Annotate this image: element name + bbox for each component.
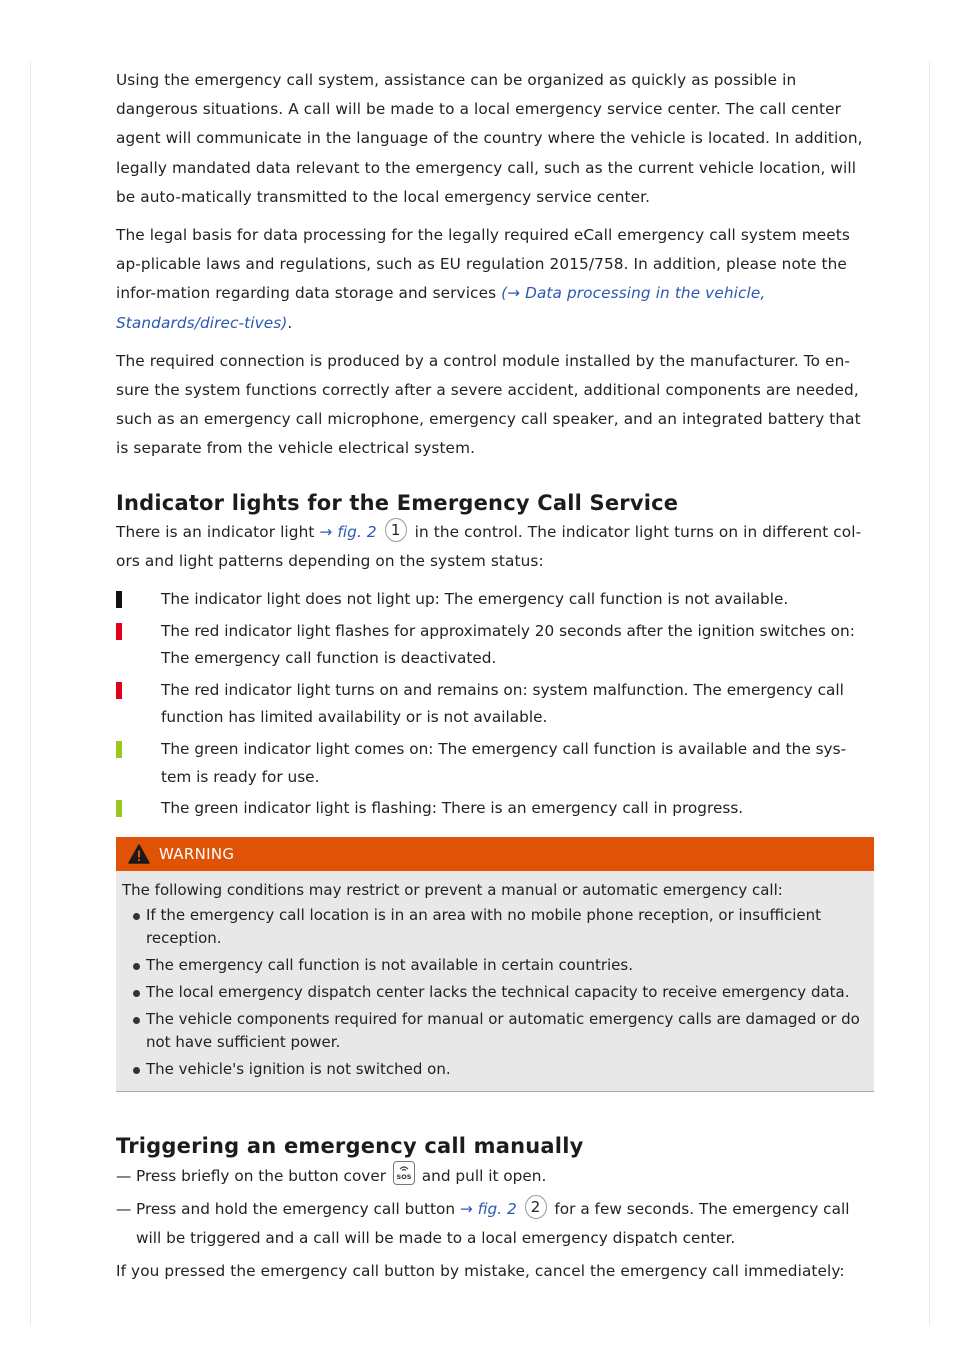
bullet-dot — [133, 990, 140, 997]
trigger-step-2-after: for a few seconds. The emergency call will be triggered and a call will be made to a local emergency dispatch center. — [136, 1199, 850, 1247]
indicator-status-text: The green indicator light comes on: The emergency call function is available and the sys-tem is ready for use. — [161, 740, 847, 786]
warning-title: WARNING — [159, 844, 235, 863]
intro-paragraph-2 — [116, 221, 874, 338]
warning-intro: The following conditions may restrict or prevent a manual or automatic emergency call: — [122, 880, 783, 899]
warning-conditions-list — [122, 904, 864, 1081]
indicator-status-item — [116, 586, 874, 614]
warning-condition-text: If the emergency call location is in an area with no mobile phone reception, or insufficient reception. — [146, 905, 822, 947]
indicator-color-bar-red — [116, 623, 122, 640]
data-processing-reference-link[interactable]: → Data processing in the vehicle, Standards/direc-tives) — [116, 284, 766, 332]
sos-label: SOS — [396, 1173, 412, 1182]
warning-condition-item — [122, 981, 864, 1004]
warning-body — [116, 871, 874, 1091]
warning-condition-text: The vehicle's ignition is not switched on. — [146, 1059, 451, 1078]
callout-number-2: 2 — [525, 1195, 547, 1219]
warning-condition-text: The emergency call function is not available in certain countries. — [146, 955, 633, 974]
trigger-step-2 — [116, 1195, 874, 1253]
trigger-step-1-before: Press briefly on the button cover — [136, 1166, 391, 1185]
page-content — [116, 66, 874, 1295]
trigger-step-1 — [116, 1162, 874, 1191]
warning-condition-text: The local emergency dispatch center lacks the technical capacity to receive emergency data. — [146, 982, 850, 1001]
page-margin-rule-right — [929, 62, 930, 1326]
indicator-intro-before: There is an indicator light — [116, 522, 320, 541]
trigger-emergency-call-heading: Triggering an emergency call manually — [116, 1133, 584, 1158]
indicator-color-bar-green — [116, 741, 122, 758]
indicator-intro-after: in the control. The indicator light turns on in different col-ors and light patterns depending on the system status: — [116, 522, 862, 570]
bullet-dot — [133, 913, 140, 920]
warning-condition-item — [122, 1008, 864, 1054]
warning-condition-text: The vehicle components required for manual or automatic emergency calls are damaged or do not have sufficient power. — [146, 1009, 860, 1051]
warning-condition-item — [122, 904, 864, 950]
indicator-status-text: The red indicator light flashes for approximately 20 seconds after the ignition switches on: The emergency call function is deactivated. — [161, 621, 855, 668]
step-dash: — — [116, 1199, 132, 1218]
step-dash: — — [116, 1166, 132, 1185]
intro-paragraph-1: Using the emergency call system, assistance can be organized as quickly as possible in dangerous situations. A call will be made to a local emergency service center. The call center agent will communicate in the language of the country where the vehicle is located. In addition, legally mandated data relevant to the emergency call, such as the current vehicle location, will be auto-matically transmitted to the local emergency service center. — [116, 71, 863, 206]
warning-triangle-icon — [128, 844, 150, 864]
indicator-lights-heading: Indicator lights for the Emergency Call Service — [116, 490, 679, 515]
callout-number-1: 1 — [385, 518, 407, 542]
page-margin-rule-left — [30, 62, 31, 1326]
indicator-status-text: The indicator light does not light up: The emergency call function is not available. — [161, 590, 789, 609]
indicator-status-item — [116, 736, 874, 791]
trigger-step-2-before: Press and hold the emergency call button — [136, 1199, 460, 1218]
indicator-color-bar-green — [116, 800, 122, 817]
intro-paragraph-2-text: The legal basis for data processing for the legally required eCall emergency call system meets ap-plicable laws and regulations, such as EU regulation 2015/758. In addition, please note the infor-mation regarding data storage and services — [116, 226, 850, 303]
intro-paragraph-2-end: . — [287, 313, 293, 332]
indicator-status-list — [116, 586, 874, 823]
cancel-call-instruction: If you pressed the emergency call button by mistake, cancel the emergency call immediately: — [116, 1261, 845, 1280]
warning-header — [116, 837, 874, 871]
intro-paragraph-3: The required connection is produced by a control module installed by the manufacturer. To en-sure the system functions correctly after a severe accident, additional components are needed, such as an emergency call microphone, emergency call speaker, and an integrated battery that is separate from the vehicle electrical system. — [116, 351, 861, 458]
indicator-color-bar-black — [116, 591, 122, 608]
indicator-color-bar-red — [116, 682, 122, 699]
bullet-dot — [133, 963, 140, 970]
warning-box — [116, 837, 874, 1092]
indicator-status-text: The red indicator light turns on and remains on: system malfunction. The emergency call function has limited availability or is not available. — [161, 680, 844, 727]
indicator-status-text: The green indicator light is flashing: There is an emergency call in progress. — [161, 799, 744, 818]
sos-glyph-icon — [394, 1162, 414, 1184]
fig-2-reference-link[interactable]: → fig. 2 — [319, 522, 377, 541]
indicator-intro — [116, 518, 874, 576]
indicator-status-item — [116, 618, 874, 673]
bullet-dot — [133, 1067, 140, 1074]
bullet-dot — [133, 1017, 140, 1024]
indicator-status-item — [116, 795, 874, 823]
warning-condition-item — [122, 954, 864, 977]
paren-open: ( — [501, 284, 508, 303]
trigger-step-1-after: and pull it open. — [416, 1166, 547, 1185]
indicator-status-item — [116, 677, 874, 732]
warning-condition-item — [122, 1058, 864, 1081]
sos-button-icon — [393, 1161, 415, 1185]
fig-2-reference-link[interactable]: → fig. 2 — [459, 1199, 517, 1218]
